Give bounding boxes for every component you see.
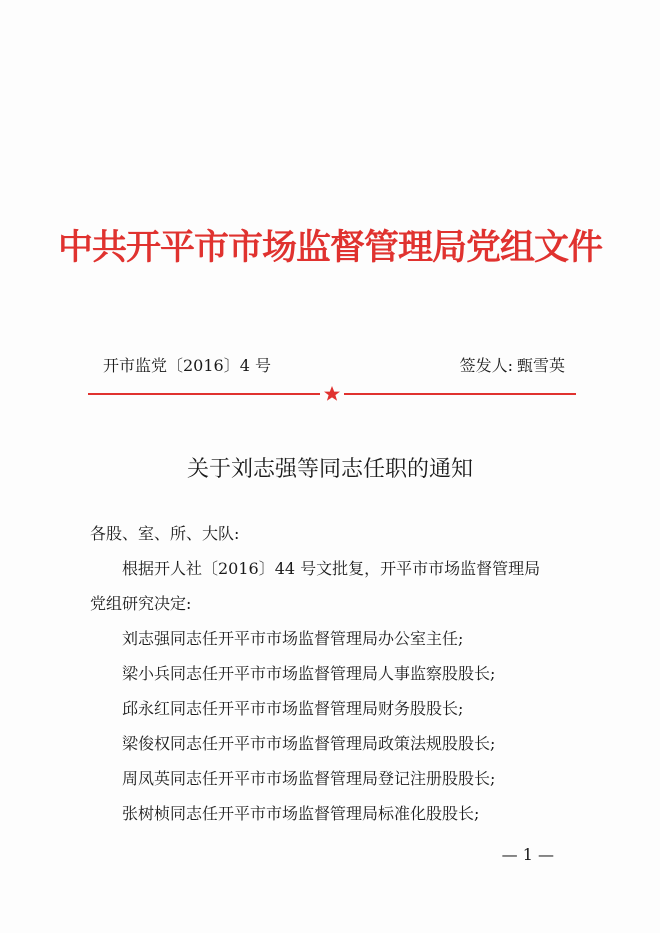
body-intro-line-1: 根据开人社〔2016〕44 号文批复，开平市市场监督管理局 xyxy=(122,559,541,578)
red-star-divider xyxy=(88,386,576,402)
signer-block xyxy=(460,353,565,376)
document-number: 开市监党〔2016〕4 号 xyxy=(103,356,271,375)
masthead-title: 中共开平市市场监督管理局党组文件 xyxy=(57,228,602,268)
page-number: — 1 — xyxy=(501,845,554,864)
salutation: 各股、室、所、大队: xyxy=(90,524,240,543)
appointment-item: 张树桢同志任开平市市场监督管理局标准化股股长; xyxy=(122,804,480,823)
signer-label: 签发人: xyxy=(459,356,513,375)
body-intro-line-2: 党组研究决定: xyxy=(90,594,192,613)
appointment-item: 邱永红同志任开平市市场监督管理局财务股股长; xyxy=(122,699,464,718)
appointment-item: 周凤英同志任开平市市场监督管理局登记注册股股长; xyxy=(122,769,496,788)
star-icon xyxy=(324,386,340,401)
notice-title: 关于刘志强等同志任职的通知 xyxy=(186,457,473,482)
appointment-item: 刘志强同志任开平市市场监督管理局办公室主任; xyxy=(122,629,464,648)
appointment-item: 梁小兵同志任开平市市场监督管理局人事监察股股长; xyxy=(122,664,496,683)
signer-name: 甄雪英 xyxy=(516,356,565,375)
appointment-item: 梁俊权同志任开平市市场监督管理局政策法规股股长; xyxy=(122,734,496,753)
